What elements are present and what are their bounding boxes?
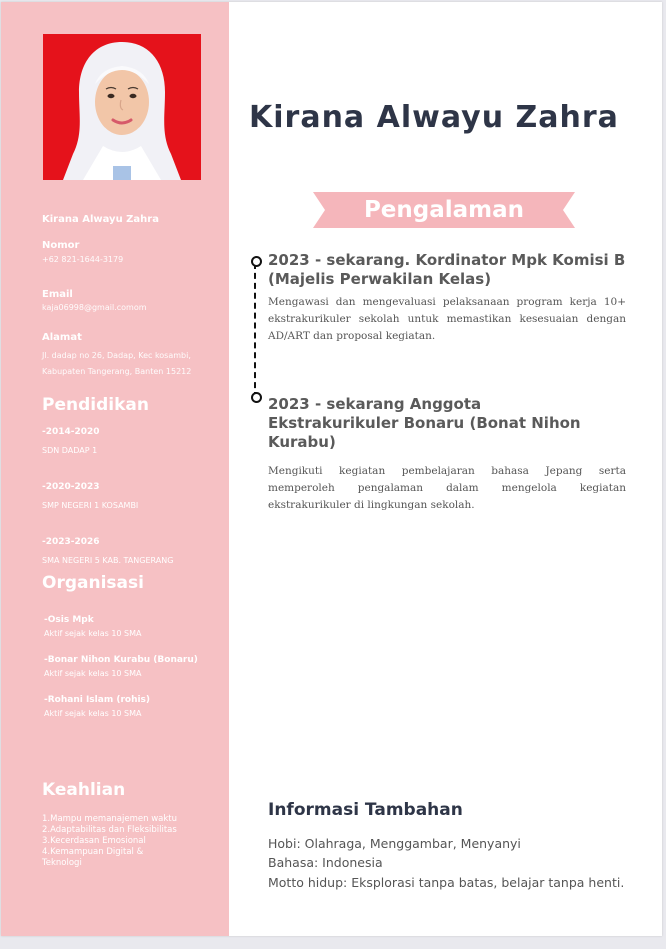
address-label: Alamat xyxy=(42,332,82,343)
organization-note: Aktif sejak kelas 10 SMA xyxy=(44,629,142,638)
info-heading: Informasi Tambahan xyxy=(268,800,463,820)
education-school: SMA NEGERI 5 KAB. TANGERANG xyxy=(42,556,174,565)
skill-item: 3.Kecerdasan Emosional xyxy=(42,836,146,846)
education-years: -2023-2026 xyxy=(42,537,100,547)
skill-item: 1.Mampu memanajemen waktu xyxy=(42,814,178,824)
info-hobby: Hobi: Olahraga, Menggambar, Menyanyi xyxy=(268,836,521,851)
education-school: SMP NEGERI 1 KOSAMBI xyxy=(42,501,139,510)
skill-item: 2.Adaptabilitas dan Fleksibilitas xyxy=(42,825,177,835)
info-motto: Motto hidup: Eksplorasi tanpa batas, belajar tanpa henti. xyxy=(268,875,625,890)
profile-photo-illustration xyxy=(43,34,201,180)
timeline-dot xyxy=(251,392,262,403)
info-language: Bahasa: Indonesia xyxy=(268,855,383,870)
resume-page xyxy=(1,2,662,936)
address-line-2: Kabupaten Tangerang, Banten 15212 xyxy=(42,367,192,376)
education-years: -2020-2023 xyxy=(42,482,100,492)
email-label: Email xyxy=(42,289,73,300)
experience-description: Mengawasi dan mengevaluasi pelaksanaan program kerja 10+ ekstrakurikuler sekolah untuk memastikan kesesuaian dengan AD/ART dan proposal kegiatan. xyxy=(268,296,626,342)
organization-name: -Osis Mpk xyxy=(44,615,94,625)
experience-title: 2023 - sekarang Anggota Ekstrakurikuler Bonaru (Bonat Nihon Kurabu) xyxy=(268,395,581,451)
organization-note: Aktif sejak kelas 10 SMA xyxy=(44,709,142,718)
skills-heading: Keahlian xyxy=(42,780,126,800)
address-line-1: Jl. dadap no 26, Dadap, Kec kosambi, xyxy=(42,351,191,360)
experience-description: Mengikuti kegiatan pembelajaran bahasa Jepang serta memperoleh pengalaman dalam mengelola kegiatan ekstrakurikuler di lingkungan sekolah. xyxy=(268,465,626,511)
organization-name: -Bonar Nihon Kurabu (Bonaru) xyxy=(44,655,198,665)
education-heading: Pendidikan xyxy=(42,395,149,415)
main-name: Kirana Alwayu Zahra xyxy=(249,100,619,135)
timeline-dot xyxy=(251,256,262,267)
organization-note: Aktif sejak kelas 10 SMA xyxy=(44,669,142,678)
organization-heading: Organisasi xyxy=(42,573,144,593)
phone-label: Nomor xyxy=(42,240,80,251)
skill-item: 4.Kemampuan Digital & Teknologi xyxy=(42,847,144,868)
timeline-line xyxy=(254,263,260,398)
organization-name: -Rohani Islam (rohis) xyxy=(44,695,151,705)
education-school: SDN DADAP 1 xyxy=(42,446,98,455)
experience-title: 2023 - sekarang. Kordinator Mpk Komisi B (Majelis Perwakilan Kelas) xyxy=(268,251,626,288)
skills-list xyxy=(42,814,182,869)
sidebar xyxy=(1,2,229,936)
sidebar-name: Kirana Alwayu Zahra xyxy=(42,214,159,225)
phone-value: +62 821-1644-3179 xyxy=(42,255,124,264)
profile-photo xyxy=(43,34,201,180)
email-value: kaja06998@gmail.comom xyxy=(42,303,147,312)
education-years: -2014-2020 xyxy=(42,427,100,437)
experience-heading: Pengalaman xyxy=(363,197,525,223)
